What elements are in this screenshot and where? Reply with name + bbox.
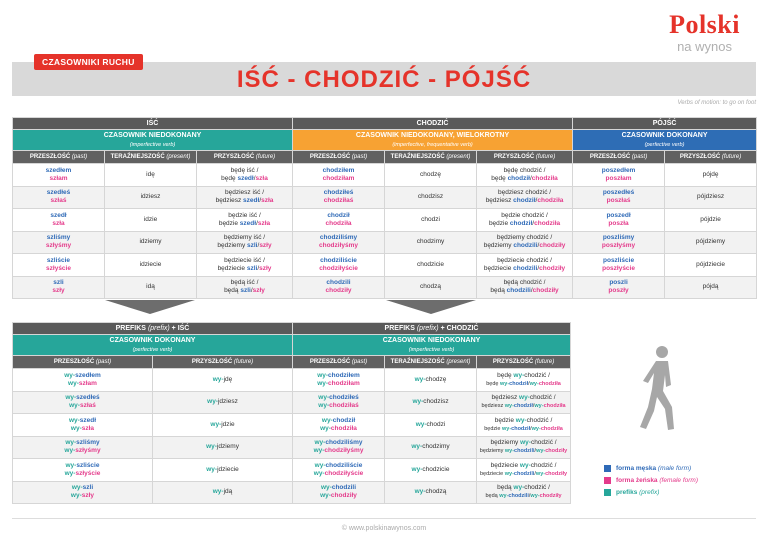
present-cell: wy-chodzi	[385, 414, 477, 437]
group-header-isc: IŚĆ	[13, 118, 293, 130]
future-cell: pójdziecie	[665, 254, 757, 277]
prefix-conjugation-table	[12, 322, 571, 504]
verb-type-pojsc: CZASOWNIK DOKONANY (perfective verb)	[573, 130, 757, 151]
legend-swatch	[604, 465, 611, 472]
col-present: TERAŹNIEJSZOŚĆ (present)	[385, 151, 477, 164]
future-cell: będziemy iść / będziemy szli/szły	[197, 231, 293, 254]
future-cell: pójdziesz	[665, 186, 757, 209]
past-cell: wy-chodzili wy-chodziły	[293, 481, 385, 504]
group-header-pojsc: PÓJŚĆ	[573, 118, 757, 130]
brand-logo	[669, 12, 740, 54]
col-future: PRZYSZŁOŚĆ (future)	[477, 356, 571, 369]
legend-item-prefix: prefiks (prefix)	[604, 486, 698, 498]
logo-tagline: na wynos	[677, 39, 732, 54]
table-row	[13, 414, 571, 437]
col-past: PRZESZŁOŚĆ (past)	[13, 151, 105, 164]
future-cell: będziecie iść / będziecie szli/szły	[197, 254, 293, 277]
col-past: PRZESZŁOŚĆ (past)	[293, 356, 385, 369]
future-cell: wy-jdziesz	[153, 391, 293, 414]
present-cell: wy-chodzicie	[385, 459, 477, 482]
down-arrow-icon	[386, 300, 476, 314]
future-cell: będzie wy-chodzić / będzie wy-chodził/wy-chodziła	[477, 414, 571, 437]
future-cell: będziesz iść / będziesz szedł/szła	[197, 186, 293, 209]
past-cell: chodziliście chodziłyście	[293, 254, 385, 277]
future-cell: będzie chodzić / będzie chodził/chodziła	[477, 209, 573, 232]
col-future: PRZYSZŁOŚĆ (future)	[153, 356, 293, 369]
past-cell: chodził chodziła	[293, 209, 385, 232]
group-header-prefix-chodzic: PREFIKS (prefix) + CHODZIĆ	[293, 323, 571, 335]
future-cell: będzie iść / będzie szedł/szła	[197, 209, 293, 232]
present-cell: idziemy	[105, 231, 197, 254]
past-cell: wy-szliście wy-szłyście	[13, 459, 153, 482]
future-cell: pójdziemy	[665, 231, 757, 254]
future-cell: wy-jdziemy	[153, 436, 293, 459]
future-cell: będziecie wy-chodzić / będziecie wy-chodzili/wy-chodziły	[477, 459, 571, 482]
past-cell: szedłem szłam	[13, 164, 105, 187]
past-cell: poszedłem poszłam	[573, 164, 665, 187]
verb-type-prefix-chodzic: CZASOWNIK NIEDOKONANY (imperfective verb)	[293, 335, 571, 356]
col-future: PRZYSZŁOŚĆ (future)	[197, 151, 293, 164]
past-cell: poszliśmy poszłyśmy	[573, 231, 665, 254]
footer-divider	[12, 518, 756, 519]
top-conjugation-table	[12, 117, 757, 299]
past-cell: wy-chodził wy-chodziła	[293, 414, 385, 437]
table-row	[13, 164, 757, 187]
legend-item-female: forma żeńska (female form)	[604, 474, 698, 486]
future-cell: wy-jdą	[153, 481, 293, 504]
future-cell: będę chodzić / będę chodził/chodziła	[477, 164, 573, 187]
present-cell: wy-chodzą	[385, 481, 477, 504]
legend-swatch	[604, 477, 611, 484]
present-cell: idziecie	[105, 254, 197, 277]
present-cell: idę	[105, 164, 197, 187]
table-row	[13, 369, 571, 392]
present-cell: idzie	[105, 209, 197, 232]
col-present: TERAŹNIEJSZOŚĆ (present)	[385, 356, 477, 369]
past-cell: szedł szła	[13, 209, 105, 232]
past-cell: chodziłeś chodziłaś	[293, 186, 385, 209]
past-cell: szedłeś szłaś	[13, 186, 105, 209]
past-cell: wy-chodziliście wy-chodziłyście	[293, 459, 385, 482]
future-cell: będziesz chodzić / będziesz chodził/chodziła	[477, 186, 573, 209]
future-cell: pójdzie	[665, 209, 757, 232]
past-cell: wy-chodziłem wy-chodziłam	[293, 369, 385, 392]
group-header-prefix-isc: PREFIKS (prefix) + IŚĆ	[13, 323, 293, 335]
future-cell: pójdą	[665, 276, 757, 299]
table-row	[13, 254, 757, 277]
col-future: PRZYSZŁOŚĆ (future)	[477, 151, 573, 164]
future-cell: pójdę	[665, 164, 757, 187]
past-cell: poszedł poszła	[573, 209, 665, 232]
table-row	[13, 436, 571, 459]
future-cell: będę iść / będę szedł/szła	[197, 164, 293, 187]
past-cell: wy-chodziłeś wy-chodziłaś	[293, 391, 385, 414]
past-cell: wy-chodziliśmy wy-chodziłyśmy	[293, 436, 385, 459]
table-row	[13, 231, 757, 254]
verb-type-chodzic: CZASOWNIK NIEDOKONANY, WIELOKROTNY (imperfective, frequentative verb)	[293, 130, 573, 151]
future-cell: będę wy-chodzić / będę wy-chodził/wy-chodziła	[477, 369, 571, 392]
table-row	[13, 391, 571, 414]
past-cell: poszliście poszłyście	[573, 254, 665, 277]
past-cell: wy-szliśmy wy-szłyśmy	[13, 436, 153, 459]
present-cell: chodzę	[385, 164, 477, 187]
present-cell: chodzimy	[385, 231, 477, 254]
present-cell: wy-chodzę	[385, 369, 477, 392]
past-cell: chodzili chodziły	[293, 276, 385, 299]
footer-copyright: © www.polskinawynos.com	[341, 525, 427, 532]
page-subtitle: Verbs of motion: to go on foot	[677, 100, 756, 106]
present-cell: wy-chodzisz	[385, 391, 477, 414]
past-cell: poszli poszły	[573, 276, 665, 299]
future-cell: będziemy wy-chodzić / będziemy wy-chodzili/wy-chodziły	[477, 436, 571, 459]
past-cell: wy-szedł wy-szła	[13, 414, 153, 437]
future-cell: będą wy-chodzić / będą wy-chodzili/wy-chodziły	[477, 481, 571, 504]
past-cell: poszedłeś poszłaś	[573, 186, 665, 209]
future-cell: będą iść / będą szli/szły	[197, 276, 293, 299]
col-past: PRZESZŁOŚĆ (past)	[293, 151, 385, 164]
present-cell: wy-chodzimy	[385, 436, 477, 459]
future-cell: będziemy chodzić / będziemy chodzili/chodziły	[477, 231, 573, 254]
walking-person-icon	[638, 345, 682, 433]
table-row	[13, 276, 757, 299]
past-cell: chodziłem chodziłam	[293, 164, 385, 187]
future-cell: będziesz wy-chodzić / będziesz wy-chodził/wy-chodziła	[477, 391, 571, 414]
past-cell: chodziliśmy chodziłyśmy	[293, 231, 385, 254]
verb-type-isc: CZASOWNIK NIEDOKONANY (imperfective verb)	[13, 130, 293, 151]
table-row	[13, 186, 757, 209]
table-row	[13, 209, 757, 232]
future-cell: wy-jdzie	[153, 414, 293, 437]
col-present: TERAŹNIEJSZOŚĆ (present)	[105, 151, 197, 164]
past-cell: szliście szłyście	[13, 254, 105, 277]
past-cell: wy-szedłeś wy-szłaś	[13, 391, 153, 414]
page-title: IŚĆ - CHODZIĆ - PÓJŚĆ	[236, 66, 532, 93]
present-cell: chodzi	[385, 209, 477, 232]
future-cell: wy-jdę	[153, 369, 293, 392]
category-tag: CZASOWNIKI RUCHU	[34, 54, 143, 70]
present-cell: idą	[105, 276, 197, 299]
legend-item-male: forma męska (male form)	[604, 462, 698, 474]
group-header-chodzic: CHODZIĆ	[293, 118, 573, 130]
col-future: PRZYSZŁOŚĆ (future)	[665, 151, 757, 164]
legend	[604, 462, 698, 498]
down-arrow-icon	[105, 300, 195, 314]
past-cell: szli szły	[13, 276, 105, 299]
table-row	[13, 459, 571, 482]
present-cell: chodzisz	[385, 186, 477, 209]
future-cell: będziecie chodzić / będziecie chodzili/chodziły	[477, 254, 573, 277]
col-past: PRZESZŁOŚĆ (past)	[573, 151, 665, 164]
present-cell: chodzicie	[385, 254, 477, 277]
logo-brand: Polski	[669, 10, 740, 39]
present-cell: chodzą	[385, 276, 477, 299]
verb-type-prefix-isc: CZASOWNIK DOKONANY (perfective verb)	[13, 335, 293, 356]
past-cell: wy-szedłem wy-szłam	[13, 369, 153, 392]
past-cell: wy-szli wy-szły	[13, 481, 153, 504]
present-cell: idziesz	[105, 186, 197, 209]
legend-swatch	[604, 489, 611, 496]
col-past: PRZESZŁOŚĆ (past)	[13, 356, 153, 369]
future-cell: będą chodzić / będą chodzili/chodziły	[477, 276, 573, 299]
future-cell: wy-jdziecie	[153, 459, 293, 482]
table-row	[13, 481, 571, 504]
past-cell: szliśmy szłyśmy	[13, 231, 105, 254]
